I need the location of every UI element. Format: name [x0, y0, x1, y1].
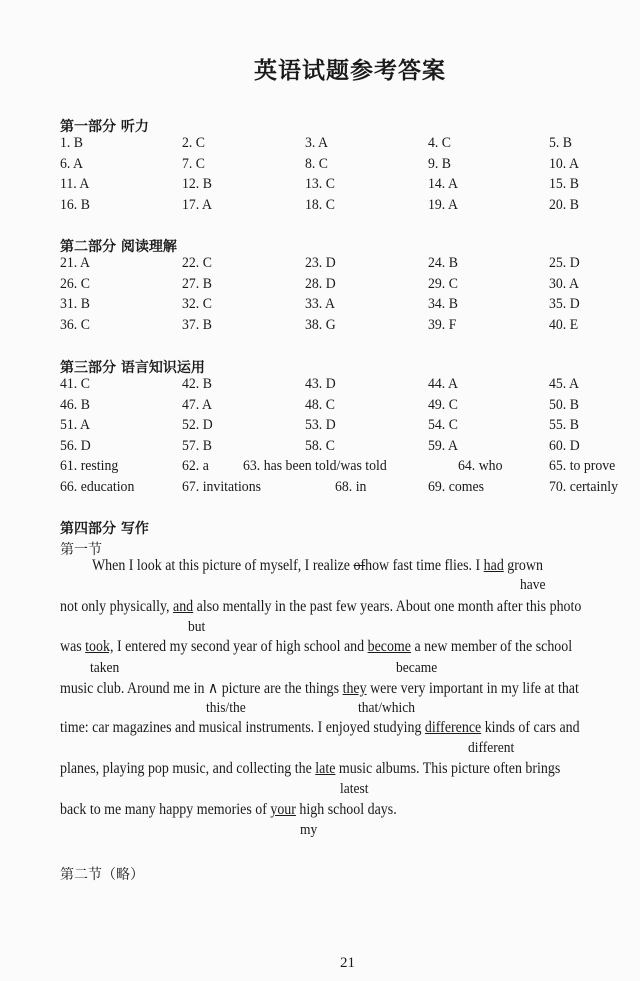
answer-item: 24. B: [428, 255, 458, 271]
correction-word: this/the: [206, 700, 246, 716]
answer-item: 44. A: [428, 376, 458, 392]
correction-word: taken: [90, 660, 120, 676]
answer-item: 22. C: [182, 255, 212, 271]
answer-item: 39. F: [428, 316, 457, 333]
deleted-word: of: [353, 557, 366, 574]
answer-item: 38. G: [305, 316, 336, 333]
correction-word: different: [468, 740, 515, 756]
answer-item: 31. B: [60, 296, 90, 312]
answer-item: 55. B: [549, 417, 579, 433]
answer-item: 56. D: [60, 437, 91, 454]
correction-word: my: [300, 822, 318, 838]
essay-text: music albums. This picture often brings: [335, 760, 561, 777]
answer-item: 66. education: [60, 478, 135, 495]
section-heading: 第二部分 阅读理解: [60, 239, 177, 255]
error-word: they: [342, 680, 367, 697]
essay-line: [92, 557, 543, 575]
answer-item: 10. A: [549, 155, 579, 172]
answer-item: 28. D: [305, 275, 336, 292]
essay-text: I entered my second year of high school and: [113, 638, 368, 655]
essay-text: not only physically,: [60, 598, 174, 615]
answer-item: 5. B: [549, 135, 573, 151]
answer-item: 63. has been told/was told: [243, 458, 387, 474]
answer-item: 58. C: [305, 437, 335, 454]
section-heading: 第一部分 听力: [60, 119, 149, 135]
answer-item: 49. C: [428, 396, 458, 413]
answer-item: 32. C: [182, 296, 212, 312]
answer-item: 23. D: [305, 255, 336, 271]
essay-text: kinds of cars and: [481, 719, 580, 736]
essay-text: how fast time flies. I: [365, 557, 484, 574]
answer-item: 45. A: [549, 376, 579, 392]
answer-item: 20. B: [549, 196, 579, 213]
essay-line: [60, 719, 580, 737]
answer-item: 42. B: [182, 376, 212, 392]
answer-item: 40. E: [549, 316, 579, 333]
answer-item: 37. B: [182, 316, 212, 333]
correction-word: have: [520, 577, 546, 593]
essay-text: also mentally in the past few years. About one month after this photo: [193, 598, 582, 615]
answer-item: 60. D: [549, 437, 580, 454]
answer-item: 51. A: [60, 417, 90, 433]
answer-item: 12. B: [182, 176, 212, 192]
answer-item: 41. C: [60, 376, 90, 392]
correction-word: became: [396, 660, 438, 676]
answer-item: 64. who: [458, 458, 503, 474]
answer-item: 65. to prove: [549, 458, 616, 474]
subsection-heading: 第二节（略）: [60, 867, 144, 883]
error-word: and: [173, 598, 194, 615]
answer-item: 8. C: [305, 155, 329, 172]
answer-item: 4. C: [428, 135, 452, 151]
answer-item: 70. certainly: [549, 478, 618, 495]
correction-word: but: [188, 619, 206, 635]
answer-item: 2. C: [182, 135, 206, 151]
answer-item: 67. invitations: [182, 478, 261, 495]
answer-item: 47. A: [182, 396, 212, 413]
answer-item: 18. C: [305, 196, 335, 213]
answer-item: 9. B: [428, 155, 452, 172]
answer-item: 26. C: [60, 275, 90, 292]
error-word: become: [367, 638, 411, 655]
error-word: late: [315, 760, 336, 777]
page-number: 21: [340, 955, 355, 971]
subsection-heading: 第一节: [60, 542, 102, 558]
answer-item: 1. B: [60, 135, 84, 151]
answer-item: 17. A: [182, 196, 212, 213]
answer-item: 68. in: [335, 478, 367, 495]
answer-item: 21. A: [60, 255, 90, 271]
answer-item: 29. C: [428, 275, 458, 292]
answer-item: 52. D: [182, 417, 213, 433]
answer-item: 36. C: [60, 316, 90, 333]
answer-item: 16. B: [60, 196, 90, 213]
essay-line: [60, 801, 397, 819]
essay-text: planes, playing pop music, and collecting the: [60, 760, 316, 777]
page-title: 英语试题参考答案: [254, 58, 446, 84]
answer-item: 43. D: [305, 376, 336, 392]
answer-item: 35. D: [549, 296, 580, 312]
answer-item: 6. A: [60, 155, 84, 172]
essay-line: [60, 679, 579, 698]
answer-item: 13. C: [305, 176, 335, 192]
essay-line: [60, 760, 560, 778]
answer-item: 27. B: [182, 275, 212, 292]
answer-item: 53. D: [305, 417, 336, 433]
answer-item: 34. B: [428, 296, 458, 312]
correction-word: latest: [340, 781, 369, 797]
correction-word: that/which: [358, 700, 415, 716]
answer-item: 3. A: [305, 135, 329, 151]
essay-text: was: [60, 638, 86, 655]
answer-item: 69. comes: [428, 478, 484, 495]
section-heading: 第四部分 写作: [60, 521, 149, 537]
answer-item: 54. C: [428, 417, 458, 433]
essay-line: [60, 598, 581, 616]
answer-item: 48. C: [305, 396, 335, 413]
answer-item: 14. A: [428, 176, 458, 192]
section-heading: 第三部分 语言知识运用: [60, 360, 205, 376]
answer-item: 15. B: [549, 176, 579, 192]
error-word: difference: [424, 719, 482, 736]
answer-item: 11. A: [60, 176, 90, 192]
essay-text: grown: [503, 557, 543, 574]
essay-text: high school days.: [295, 801, 397, 818]
answer-item: 62. a: [182, 458, 209, 474]
answer-item: 25. D: [549, 255, 580, 271]
answer-item: 30. A: [549, 275, 579, 292]
answer-item: 57. B: [182, 437, 212, 454]
answer-item: 7. C: [182, 155, 206, 172]
essay-text: back to me many happy memories of: [60, 801, 271, 818]
error-word: had: [483, 557, 504, 574]
answer-item: 59. A: [428, 437, 458, 454]
answer-item: 61. resting: [60, 458, 119, 474]
essay-text: a new member of the school: [410, 638, 573, 655]
error-word: took,: [85, 638, 114, 655]
essay-text: were very important in my life at that: [366, 680, 579, 697]
answer-item: 19. A: [428, 196, 458, 213]
essay-text: time: car magazines and musical instruments. I enjoyed studying: [60, 719, 425, 736]
essay-text: music club. Around me in ∧ picture are the things: [60, 680, 343, 697]
answer-item: 33. A: [305, 296, 335, 312]
answer-item: 50. B: [549, 396, 579, 413]
answer-item: 46. B: [60, 396, 90, 413]
essay-line: [60, 638, 572, 656]
error-word: your: [270, 801, 296, 818]
essay-text: When I look at this picture of myself, I realize: [92, 557, 354, 574]
